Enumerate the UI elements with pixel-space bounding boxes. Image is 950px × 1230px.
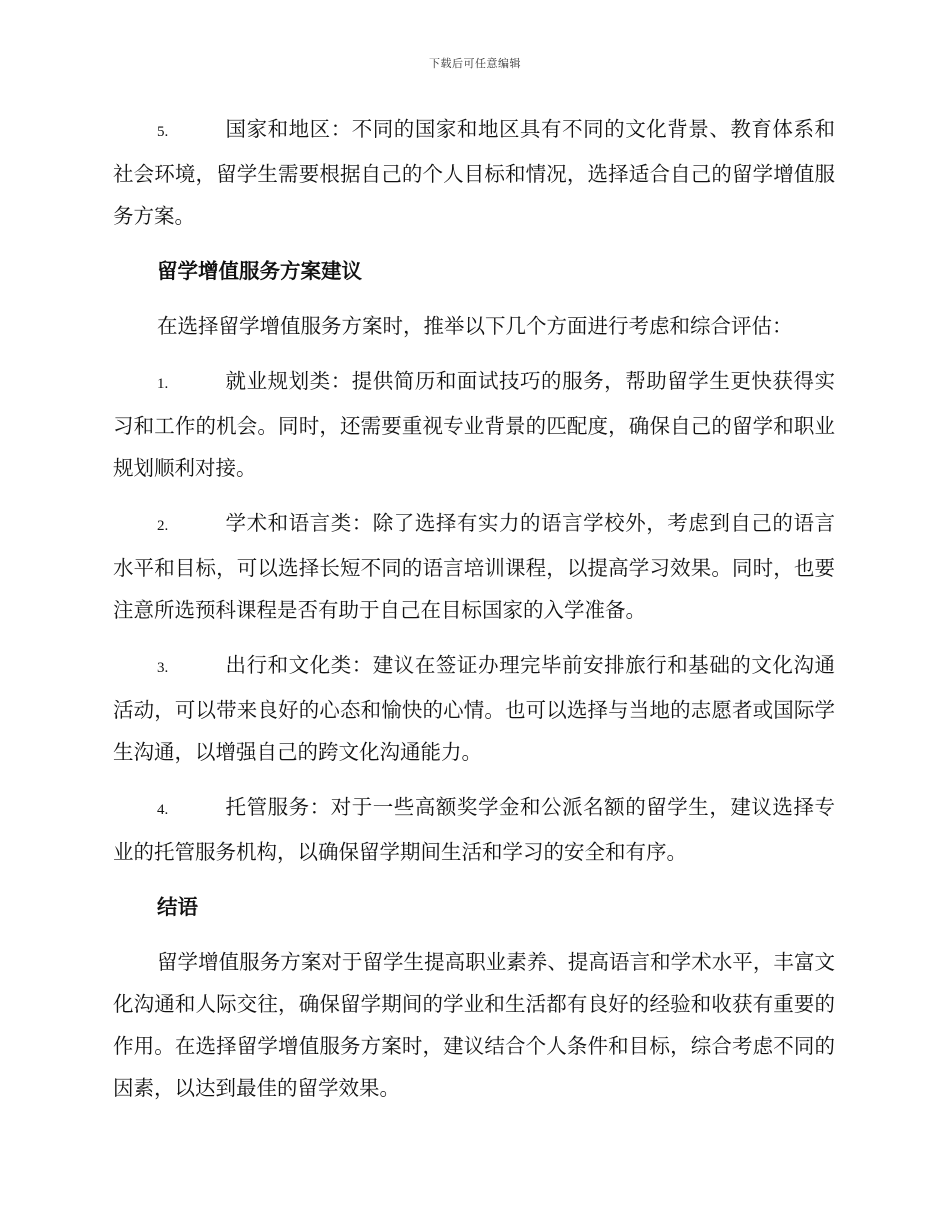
recommendations-intro: 在选择留学增值服务方案时，推举以下几个方面进行考虑和综合评估： — [157, 314, 793, 338]
list-item-2 — [113, 502, 835, 631]
list-item-number: 2. — [157, 518, 169, 534]
page-header: 下载后可任意编辑 — [429, 57, 521, 70]
section-heading-conclusion: 结语 — [157, 895, 198, 919]
list-item-3 — [113, 644, 835, 773]
list-item-4 — [113, 786, 835, 873]
list-item-text: 托管服务：对于一些高额奖学金和公派名额的留学生，建议选择专业的托管服务机构，以确保留学期间生活和学习的安全和有序。 — [113, 795, 835, 864]
list-item-5 — [113, 108, 835, 237]
list-item-number: 5. — [157, 124, 169, 140]
list-item-text: 就业规划类：提供简历和面试技巧的服务，帮助留学生更快获得实习和工作的机会。同时，还需要重视专业背景的匹配度，确保自己的留学和职业规划顺利对接。 — [113, 369, 835, 480]
document-body — [113, 108, 835, 1122]
conclusion-paragraph: 留学增值服务方案对于留学生提高职业素养、提高语言和学术水平，丰富文化沟通和人际交往，确保留学期间的学业和生活都有良好的经验和收获有重要的作用。在选择留学增值服务方案时，建议结合个人条件和目标，综合考虑不同的因素，以达到最佳的留学效果。 — [113, 950, 835, 1100]
list-item-number: 3. — [157, 660, 169, 676]
list-item-text: 出行和文化类：建议在签证办理完毕前安排旅行和基础的文化沟通活动，可以带来良好的心态和愉快的心情。也可以选择与当地的志愿者或国际学生沟通，以增强自己的跨文化沟通能力。 — [113, 653, 835, 764]
list-item-1 — [113, 360, 835, 489]
section-heading-recommendations: 留学增值服务方案建议 — [157, 259, 362, 283]
list-item-number: 4. — [157, 802, 169, 818]
list-item-number: 1. — [157, 376, 169, 392]
list-item-text: 国家和地区：不同的国家和地区具有不同的文化背景、教育体系和社会环境，留学生需要根据自己的个人目标和情况，选择适合自己的留学增值服务方案。 — [113, 117, 835, 228]
list-item-text: 学术和语言类：除了选择有实力的语言学校外，考虑到自己的语言水平和目标，可以选择长短不同的语言培训课程，以提高学习效果。同时，也要注意所选预科课程是否有助于自己在目标国家的入学准备。 — [113, 511, 835, 622]
